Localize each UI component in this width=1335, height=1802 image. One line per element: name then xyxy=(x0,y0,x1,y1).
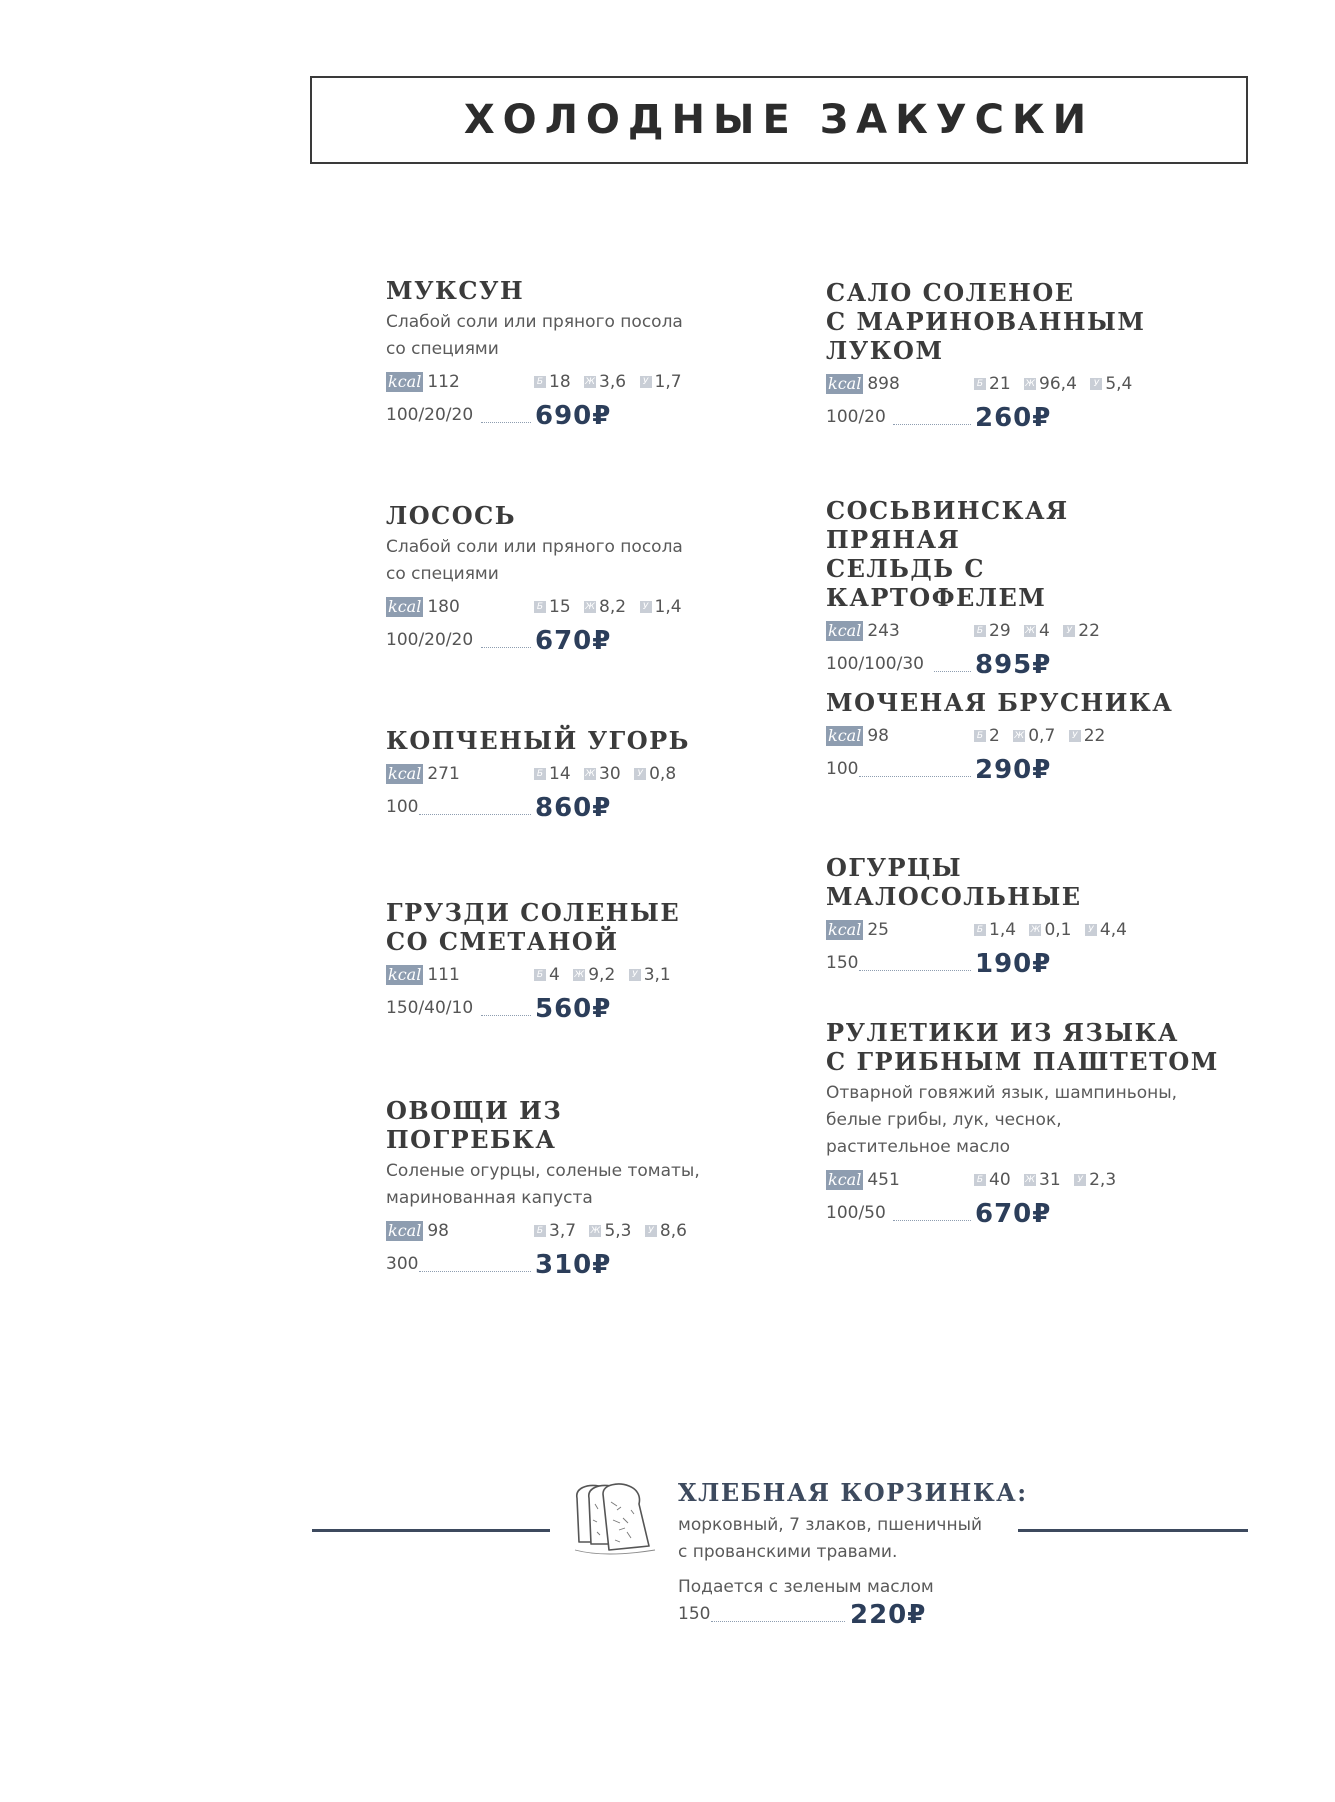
menu-item-salmon xyxy=(386,501,726,656)
carbs-tag: У xyxy=(640,601,652,613)
dot-leader xyxy=(419,814,531,815)
protein-value: 3,7 xyxy=(549,1221,577,1241)
item-name: ОВОЩИ ИЗ ПОГРЕБКА xyxy=(386,1096,563,1154)
protein-value: 18 xyxy=(549,372,571,392)
carbs-tag: У xyxy=(1069,730,1081,742)
item-weight: 100 xyxy=(826,759,859,779)
kcal-tag: kcal xyxy=(388,965,422,984)
price-row xyxy=(386,992,726,1024)
carbs-tag: У xyxy=(1074,1174,1086,1186)
kcal-value: 451 xyxy=(867,1170,900,1190)
price-row xyxy=(826,947,1206,979)
protein-value: 4 xyxy=(549,965,560,985)
price-row xyxy=(826,1197,1226,1229)
macros xyxy=(534,594,690,620)
carbs-tag: У xyxy=(645,1225,657,1237)
fat-tag: Ж xyxy=(1025,626,1035,636)
page-title-box xyxy=(310,76,1248,164)
protein-tag: Б xyxy=(534,969,546,981)
protein-tag: Б xyxy=(534,601,546,613)
protein-value: 2 xyxy=(989,726,1000,746)
item-name: КОПЧЕНЫЙ УГОРЬ xyxy=(386,726,690,755)
item-price: 670₽ xyxy=(535,626,612,656)
item-price: 670₽ xyxy=(975,1199,1052,1229)
dot-leader xyxy=(419,1271,531,1272)
bread-price-row xyxy=(678,1598,978,1630)
menu-item-herring xyxy=(826,496,1206,680)
macros xyxy=(974,371,1140,397)
protein-value: 29 xyxy=(989,621,1011,641)
protein-value: 15 xyxy=(549,597,571,617)
nutrition-row xyxy=(386,962,726,988)
carbs-value: 3,1 xyxy=(643,965,671,985)
protein-tag: Б xyxy=(974,378,986,390)
dot-leader xyxy=(481,422,531,423)
dot-leader xyxy=(934,671,971,672)
item-price: 260₽ xyxy=(975,403,1052,433)
carbs-value: 4,4 xyxy=(1099,920,1127,940)
carbs-tag: У xyxy=(1063,625,1075,637)
macros xyxy=(974,723,1113,749)
kcal-tag: kcal xyxy=(828,374,862,393)
menu-item-milk-mushrooms xyxy=(386,898,726,1024)
item-price: 310₽ xyxy=(535,1250,612,1280)
menu-item-pickles xyxy=(826,853,1206,979)
bread-slices-icon xyxy=(565,1480,665,1566)
menu-item-tongue-rolls xyxy=(826,1018,1226,1229)
protein-value: 14 xyxy=(549,764,571,784)
protein-tag: Б xyxy=(974,1174,986,1186)
item-weight: 100/20/20 xyxy=(386,405,474,425)
item-name: РУЛЕТИКИ ИЗ ЯЗЫКА С ГРИБНЫМ ПАШТЕТОМ xyxy=(826,1018,1219,1076)
price-row xyxy=(386,791,726,823)
protein-value: 1,4 xyxy=(989,920,1017,940)
nutrition-row xyxy=(826,723,1206,749)
item-name: МОЧЕНАЯ БРУСНИКА xyxy=(826,688,1174,717)
menu-item-cellar-vegetables xyxy=(386,1096,726,1280)
menu-item-muksun xyxy=(386,276,726,431)
item-price: 860₽ xyxy=(535,793,612,823)
kcal-value: 898 xyxy=(867,374,900,394)
fat-value: 31 xyxy=(1039,1170,1061,1190)
nutrition-row xyxy=(386,594,726,620)
protein-tag: Б xyxy=(534,768,546,780)
carbs-value: 0,8 xyxy=(649,764,677,784)
item-weight: 100 xyxy=(386,797,419,817)
item-weight: 100/20 xyxy=(826,407,886,427)
carbs-value: 22 xyxy=(1078,621,1100,641)
price-row xyxy=(826,401,1206,433)
bread-basket-title: ХЛЕБНАЯ КОРЗИНКА: xyxy=(678,1478,1028,1507)
price-row xyxy=(386,399,726,431)
fat-tag: Ж xyxy=(585,769,595,779)
macros xyxy=(534,761,684,787)
kcal-tag: kcal xyxy=(388,372,422,391)
item-weight: 300 xyxy=(386,1254,419,1274)
page-title: ХОЛОДНЫЕ ЗАКУСКИ xyxy=(463,97,1095,143)
bread-weight: 150 xyxy=(678,1604,711,1624)
nutrition-row xyxy=(826,1167,1226,1193)
carbs-tag: У xyxy=(1090,378,1102,390)
fat-tag: Ж xyxy=(585,377,595,387)
fat-tag: Ж xyxy=(585,602,595,612)
macros xyxy=(974,1167,1124,1193)
macros xyxy=(974,917,1135,943)
item-weight: 150 xyxy=(826,953,859,973)
protein-value: 40 xyxy=(989,1170,1011,1190)
price-row xyxy=(826,753,1206,785)
kcal-value: 98 xyxy=(867,726,889,746)
dot-leader xyxy=(859,776,971,777)
menu-item-lingonberry xyxy=(826,688,1206,785)
kcal-value: 180 xyxy=(427,597,460,617)
price-row xyxy=(826,648,1206,680)
carbs-tag: У xyxy=(640,376,652,388)
kcal-tag: kcal xyxy=(828,1170,862,1189)
kcal-tag: kcal xyxy=(388,1221,422,1240)
protein-tag: Б xyxy=(534,1225,546,1237)
kcal-tag: kcal xyxy=(388,597,422,616)
item-desc: Слабой соли или пряного посола со специями xyxy=(386,537,683,584)
item-price: 895₽ xyxy=(975,650,1052,680)
dot-leader xyxy=(711,1621,845,1622)
menu-item-salo xyxy=(826,278,1206,433)
fat-value: 8,2 xyxy=(599,597,627,617)
macros xyxy=(534,369,690,395)
menu-item-eel xyxy=(386,726,726,823)
nutrition-row xyxy=(826,917,1206,943)
carbs-value: 5,4 xyxy=(1105,374,1133,394)
nutrition-row xyxy=(826,618,1206,644)
kcal-tag: kcal xyxy=(828,920,862,939)
protein-tag: Б xyxy=(974,730,986,742)
kcal-value: 243 xyxy=(867,621,900,641)
fat-tag: Ж xyxy=(574,970,585,980)
item-price: 560₽ xyxy=(535,994,612,1024)
item-desc: Отварной говяжий язык, шампиньоны, белые грибы, лук, чеснок, растительное масло xyxy=(826,1083,1178,1157)
item-weight: 150/40/10 xyxy=(386,998,474,1018)
kcal-tag: kcal xyxy=(828,726,862,745)
fat-tag: Ж xyxy=(1030,925,1041,935)
macros xyxy=(974,618,1108,644)
fat-value: 30 xyxy=(599,764,621,784)
fat-tag: Ж xyxy=(1025,379,1035,389)
nutrition-row xyxy=(386,369,726,395)
item-price: 190₽ xyxy=(975,949,1052,979)
fat-tag: Ж xyxy=(1014,731,1025,741)
bread-basket-served: Подается с зеленым маслом xyxy=(678,1577,934,1597)
item-price: 290₽ xyxy=(975,755,1052,785)
protein-tag: Б xyxy=(974,924,986,936)
fat-value: 3,6 xyxy=(599,372,627,392)
dot-leader xyxy=(481,1015,531,1016)
carbs-value: 2,3 xyxy=(1089,1170,1117,1190)
carbs-tag: У xyxy=(634,768,646,780)
divider-right xyxy=(1018,1529,1248,1532)
kcal-value: 98 xyxy=(427,1221,449,1241)
kcal-value: 111 xyxy=(427,965,460,985)
fat-value: 96,4 xyxy=(1039,374,1077,394)
item-name: СОСЬВИНСКАЯ ПРЯНАЯ СЕЛЬДЬ С КАРТОФЕЛЕМ xyxy=(826,496,1069,612)
carbs-tag: У xyxy=(629,969,641,981)
item-price: 690₽ xyxy=(535,401,612,431)
dot-leader xyxy=(481,647,531,648)
item-name: ОГУРЦЫ МАЛОСОЛЬНЫЕ xyxy=(826,853,1082,911)
kcal-value: 112 xyxy=(427,372,460,392)
divider-left xyxy=(312,1529,550,1532)
nutrition-row xyxy=(826,371,1206,397)
price-row xyxy=(386,1248,726,1280)
fat-value: 9,2 xyxy=(588,965,616,985)
fat-value: 0,1 xyxy=(1044,920,1072,940)
nutrition-row xyxy=(386,1218,726,1244)
kcal-value: 271 xyxy=(427,764,460,784)
carbs-value: 22 xyxy=(1083,726,1106,746)
bread-price: 220₽ xyxy=(850,1600,927,1630)
bread-basket-desc: морковный, 7 злаков, пшеничный с прованскими травами. xyxy=(678,1515,983,1562)
fat-value: 4 xyxy=(1039,621,1050,641)
dot-leader xyxy=(893,1220,971,1221)
price-row xyxy=(386,624,726,656)
nutrition-row xyxy=(386,761,726,787)
item-weight: 100/50 xyxy=(826,1203,886,1223)
item-name: САЛО СОЛЕНОЕ С МАРИНОВАННЫМ ЛУКОМ xyxy=(826,278,1146,365)
protein-value: 21 xyxy=(989,374,1011,394)
item-weight: 100/100/30 xyxy=(826,654,924,674)
kcal-tag: kcal xyxy=(388,764,422,783)
kcal-value: 25 xyxy=(867,920,889,940)
carbs-value: 1,4 xyxy=(654,597,682,617)
item-weight: 100/20/20 xyxy=(386,630,474,650)
kcal-tag: kcal xyxy=(828,621,862,640)
carbs-value: 8,6 xyxy=(659,1221,687,1241)
dot-leader xyxy=(893,424,971,425)
item-name: ГРУЗДИ СОЛЕНЫЕ СО СМЕТАНОЙ xyxy=(386,898,681,956)
protein-tag: Б xyxy=(974,625,986,637)
protein-tag: Б xyxy=(534,376,546,388)
item-name: МУКСУН xyxy=(386,276,525,305)
fat-value: 0,7 xyxy=(1028,726,1056,746)
dot-leader xyxy=(859,970,971,971)
item-name: ЛОСОСЬ xyxy=(386,501,517,530)
fat-tag: Ж xyxy=(1025,1175,1035,1185)
macros xyxy=(534,1218,695,1244)
item-desc: Соленые огурцы, соленые томаты, маринованная капуста xyxy=(386,1161,700,1208)
carbs-tag: У xyxy=(1085,924,1097,936)
carbs-value: 1,7 xyxy=(654,372,682,392)
item-desc: Слабой соли или пряного посола со специями xyxy=(386,312,683,359)
macros xyxy=(534,962,679,988)
fat-value: 5,3 xyxy=(604,1221,632,1241)
fat-tag: Ж xyxy=(590,1226,601,1236)
